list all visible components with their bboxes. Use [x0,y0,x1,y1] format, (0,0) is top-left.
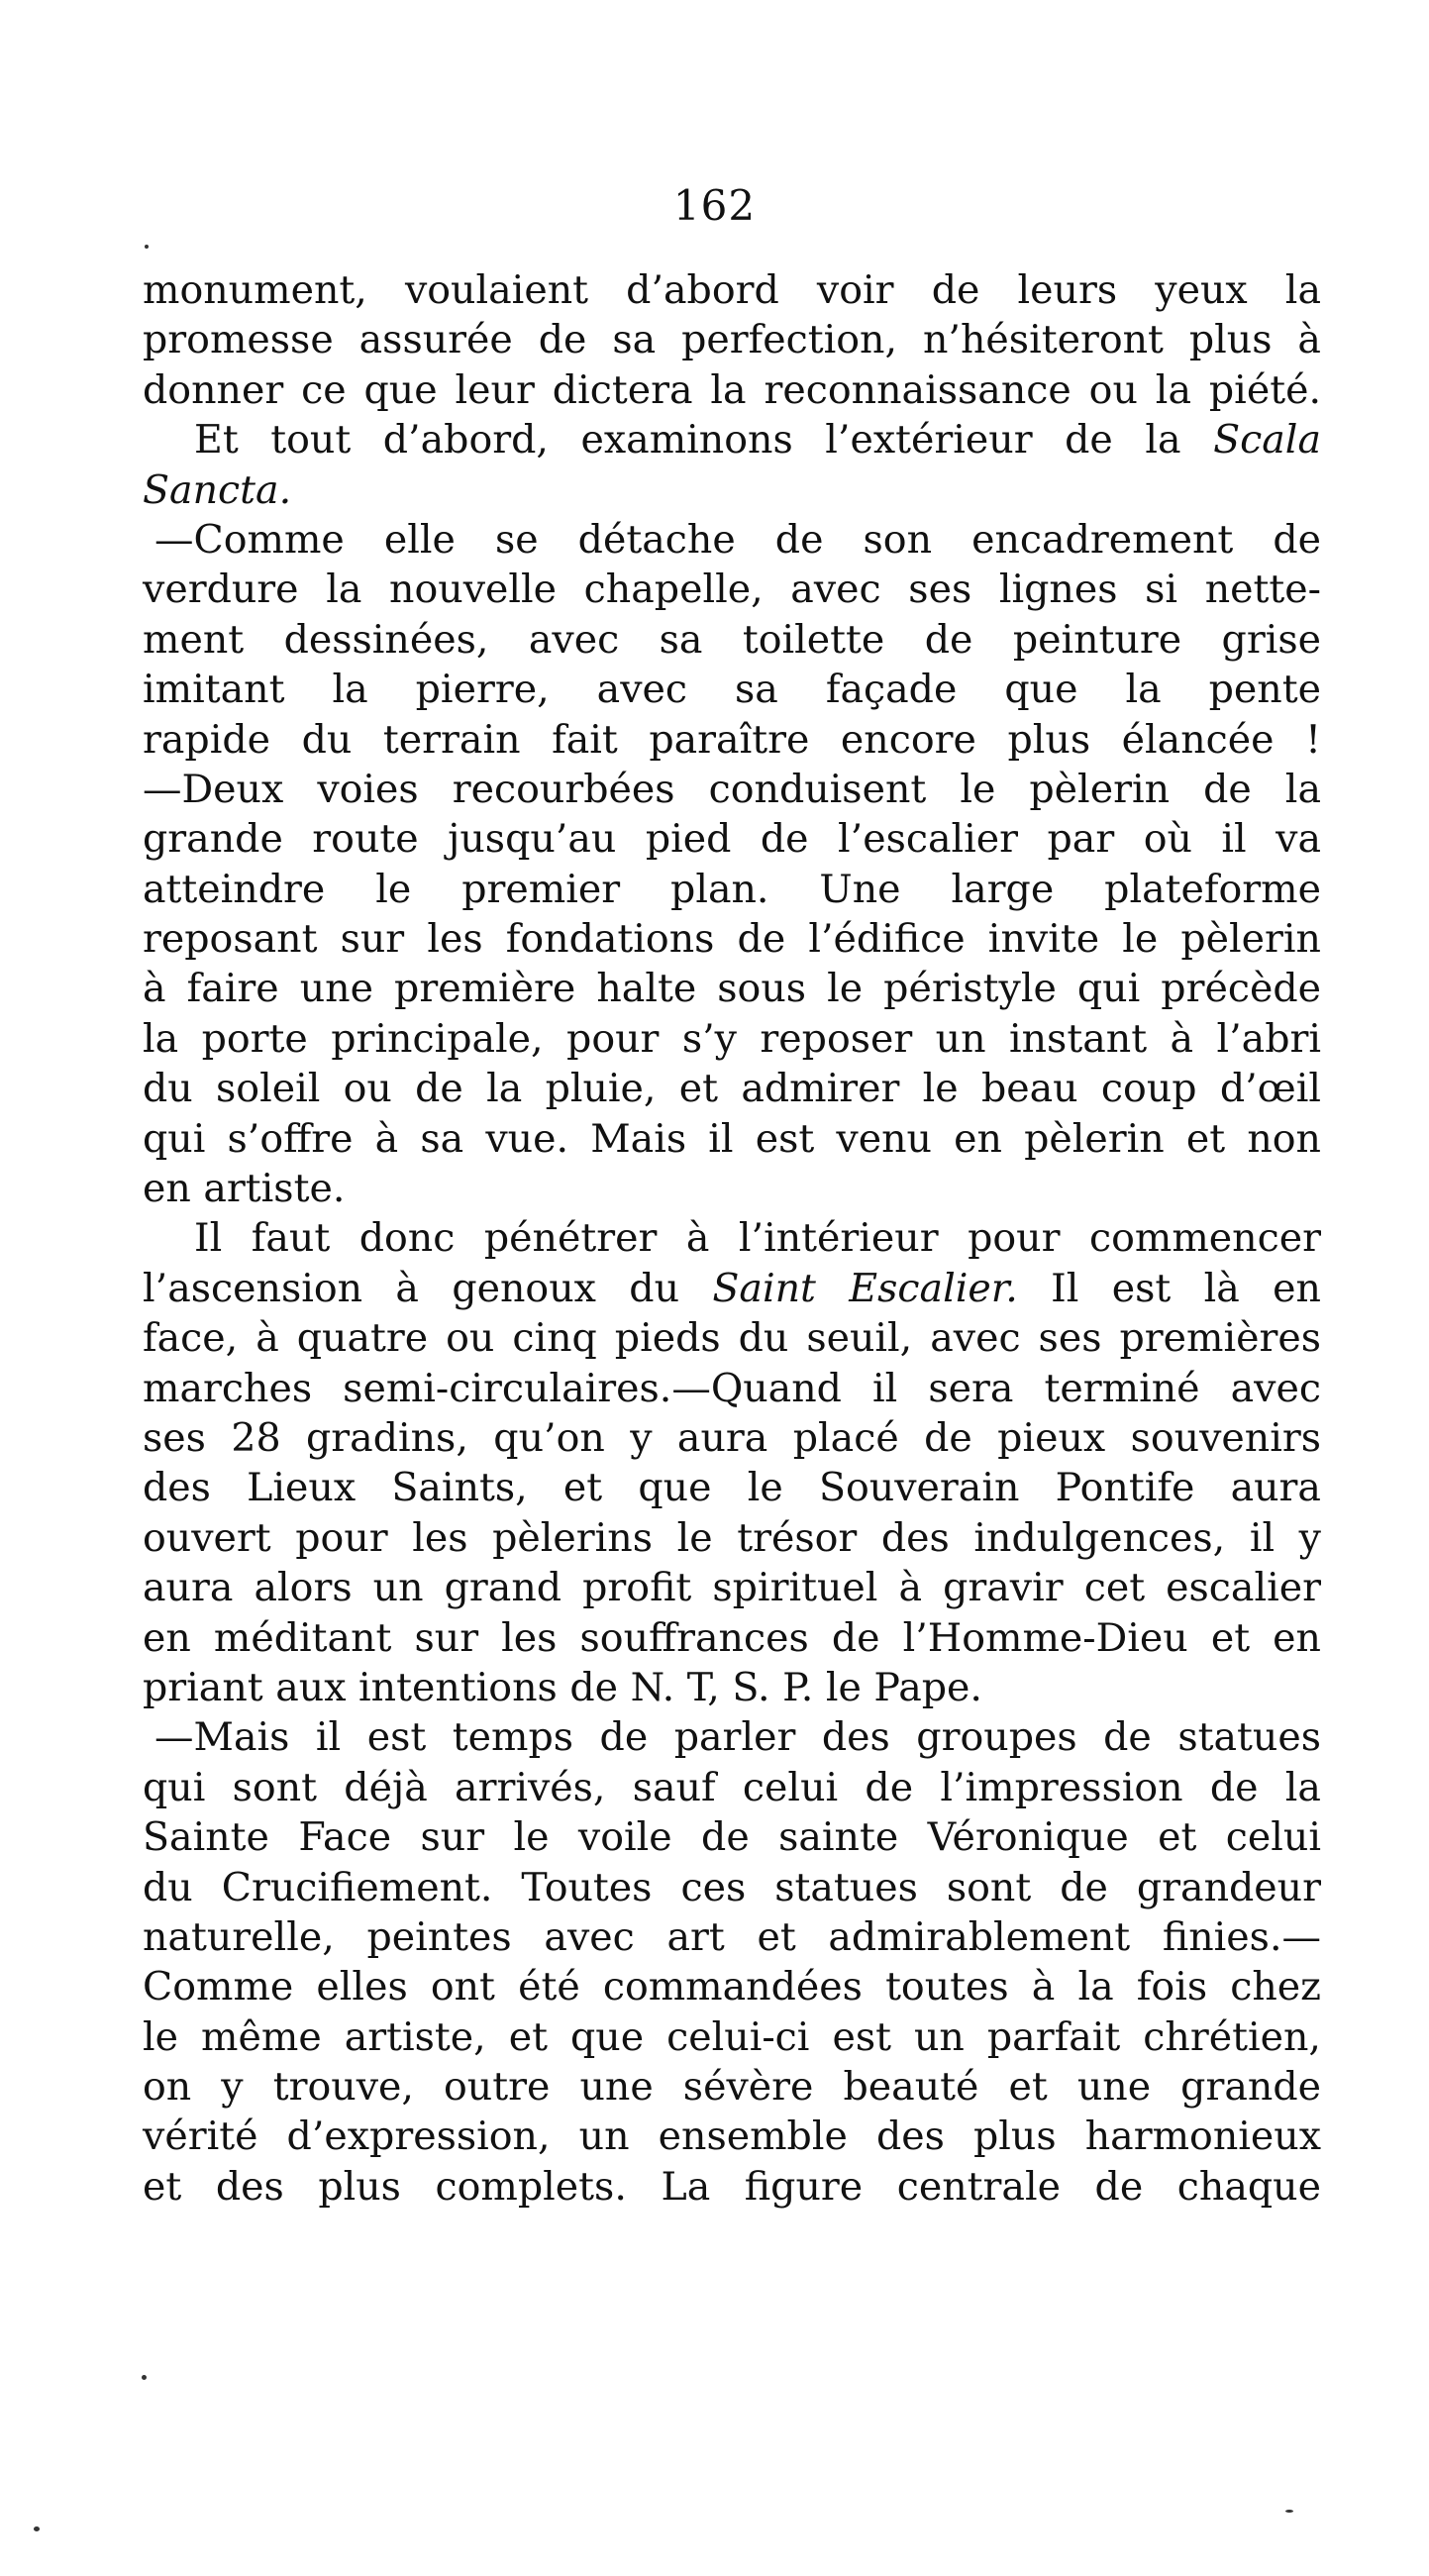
text-line-content: donner ce que leur dictera la reconnaissance ou la piété. [143,366,1321,413]
text-line [143,1712,1321,1762]
text-line [143,515,1321,565]
text-line-content: qui sont déjà arrivés, sauf celui de l’impression de la [143,1764,1321,1810]
text-line-content: vérité d’expression, un ensemble des plus harmonieux [143,2113,1321,2160]
text-line [143,865,1321,914]
text-line-content: aura alors un grand profit spirituel à gravir cet escalier [143,1565,1321,1611]
text-line-content: priant aux intentions de N. T, S. P. le Pape. [143,1664,982,1710]
text-line-content: atteindre le premier plan. Une large plateforme [143,866,1321,912]
text-line [143,1213,1321,1263]
text-line-content: le même artiste, et que celui-ci est un parfait chrétien, [143,2013,1321,2060]
text-line [143,1763,1321,1812]
text-line-content: Comme elles ont été commandées toutes à la fois chez [143,1964,1321,2010]
text-line-content: verdure la nouvelle chapelle, avec ses lignes si nette- [143,567,1321,613]
text-line [143,1513,1321,1563]
text-line-content: —Deux voies recourbées conduisent le pèlerin de la [143,766,1321,812]
text-line-content: du soleil ou de la pluie, et admirer le beau coup d’œil [143,1066,1321,1112]
text-line [143,665,1321,714]
text-line [143,964,1321,1013]
text-line-content: —Mais il est temps de parler des groupes de statues [154,1714,1321,1761]
italic-text: Scala [1213,417,1321,464]
text-line-content: l’ascension à genoux du [143,1265,713,1311]
text-line-content: ment dessinées, avec sa toilette de peinture grise [143,616,1321,663]
scan-speck [1285,2510,1293,2513]
text-line-content: ses 28 gradins, qu’on y aura placé de pieux souvenirs [143,1414,1321,1461]
text-line [143,615,1321,665]
text-line-content: marches semi-circulaires.—Quand il sera terminé avec [143,1365,1321,1411]
body-text [143,265,1321,2212]
text-line-content: en artiste. [143,1166,346,1212]
text-line-content: du Crucifiement. Toutes ces statues sont de grandeur [143,1864,1321,1910]
text-line [143,1413,1321,1463]
text-line [143,1014,1321,1064]
text-line [143,2062,1321,2112]
text-line-content: monument, voulaient d’abord voir de leurs yeux la [143,267,1321,313]
text-line [143,1663,1321,1712]
scan-speck [142,2375,147,2380]
text-line [143,1463,1321,1512]
text-line [143,1863,1321,1912]
text-line-content: on y trouve, outre une sévère beauté et une grande [143,2064,1321,2111]
text-line-content: Sainte Face sur le voile de sainte Véronique et celui [143,1814,1321,1861]
text-line [143,1613,1321,1663]
text-line [143,365,1321,415]
text-line-content: en méditant sur les souffrances de l’Homme-Dieu et en [143,1614,1321,1661]
text-line [143,1264,1321,1313]
text-line [143,1313,1321,1363]
scan-speck [34,2526,40,2531]
text-line [143,1114,1321,1164]
text-line [143,2112,1321,2161]
text-line-content: la porte principale, pour s’y reposer un instant à l’abri [143,1015,1321,1062]
italic-text: Saint Escalier. [712,1265,1018,1311]
text-line-content: ouvert pour les pèlerins le trésor des indulgences, il y [143,1514,1321,1561]
text-line-content: rapide du terrain fait paraître encore plus élancée ! [143,716,1321,763]
text-line [143,465,1321,515]
text-line [143,1364,1321,1413]
text-line [143,715,1321,765]
text-line [143,814,1321,864]
text-line [143,1164,1321,1213]
text-line-content: Il faut donc pénétrer à l’intérieur pour commencer [194,1215,1321,1262]
text-line-content: des Lieux Saints, et que le Souverain Pontife aura [143,1465,1321,1511]
text-line-content: Et tout d’abord, examinons l’extérieur de la [194,417,1214,464]
text-line [143,265,1321,315]
text-line-content: promesse assurée de sa perfection, n’hésiteront plus à [143,317,1321,363]
text-line [143,565,1321,614]
text-line [143,1064,1321,1113]
text-line-content: face, à quatre ou cinq pieds du seuil, avec ses premières [143,1315,1321,1362]
text-line-content: reposant sur les fondations de l’édifice invite le pèlerin [143,916,1321,963]
text-line [143,914,1321,964]
text-line [143,315,1321,364]
text-line-content: qui s’offre à sa vue. Mais il est venu en pèlerin et non [143,1115,1321,1162]
text-line-content: et des plus complets. La figure centrale de chaque [143,2163,1321,2210]
italic-text: Sancta. [143,466,292,513]
text-line-content: à faire une première halte sous le péristyle qui précède [143,966,1321,1012]
text-line [143,765,1321,814]
text-line [143,1912,1321,1962]
page-number: 162 [672,181,757,230]
text-line [143,1812,1321,1862]
text-line [143,2162,1321,2212]
scan-speck [145,245,149,249]
text-line [143,415,1321,464]
text-line-content: Il est là en [1017,1265,1321,1311]
text-line [143,2012,1321,2062]
text-line-content: —Comme elle se détache de son encadrement de [154,516,1321,563]
text-line [143,1962,1321,2011]
text-line-content: naturelle, peintes avec art et admirablement finies.— [143,1913,1321,1960]
text-line-content: grande route jusqu’au pied de l’escalier par où il va [143,816,1321,863]
text-line-content: imitant la pierre, avec sa façade que la pente [143,667,1321,713]
text-line [143,1563,1321,1612]
